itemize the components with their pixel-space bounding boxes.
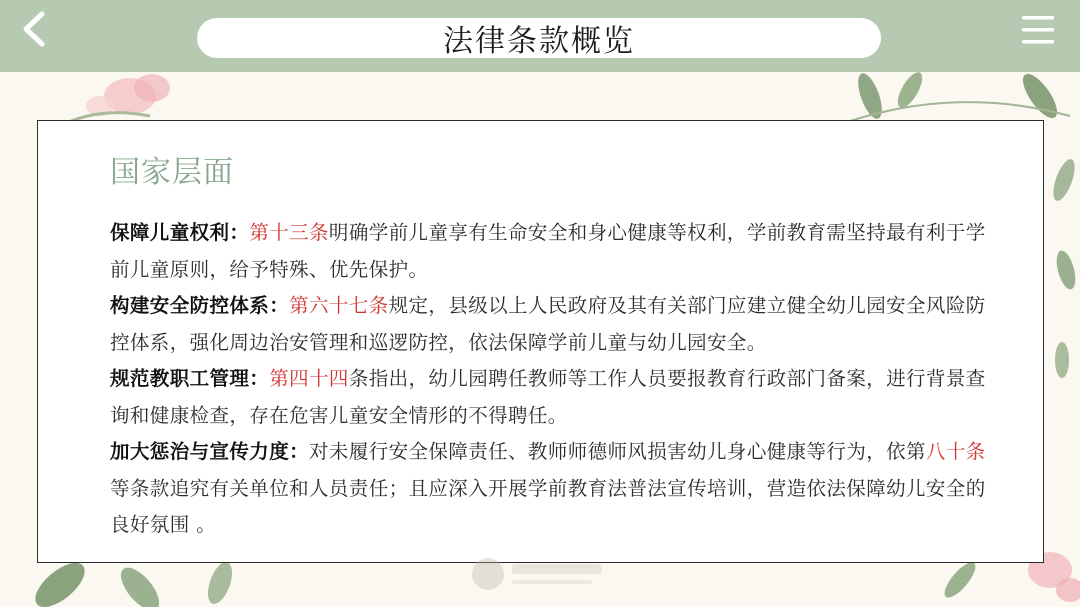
paragraph-body: 明确学前儿童享有生命安全和身心健康等权利，学前教育需坚持最有利于学前儿童原则，给予特殊、优先保护。 <box>110 221 986 281</box>
article-highlight: 第十三条 <box>249 221 329 244</box>
menu-button[interactable] <box>1016 10 1060 50</box>
paragraph-label: 保障儿童权利： <box>110 221 250 244</box>
section-heading: 国家层面 <box>110 155 234 190</box>
watermark-logo <box>470 556 610 592</box>
paragraph-label: 构建安全防控体系： <box>110 294 290 317</box>
paragraph-body: 等条款追究有关单位和人员责任；且应深入开展学前教育法普法宣传培训，营造依法保障幼儿安全的良好氛围 。 <box>110 476 986 536</box>
leaf-decoration-right <box>1044 120 1080 420</box>
paragraph-body-before: 对未履行安全保障责任、教师师德师风损害幼儿身心健康等行为，依第 <box>309 440 926 463</box>
paragraph-enforcement <box>110 434 1000 544</box>
paragraph-safety-system <box>110 288 1000 361</box>
leaf-decoration-top-right <box>840 66 1080 126</box>
paragraph-body: 条指出，幼儿园聘任教师等工作人员要报教育行政部门备案，进行背景查询和健康检查，存在危害儿童安全情形的不得聘任。 <box>110 367 986 427</box>
paragraph-child-rights <box>110 215 1000 288</box>
top-bar <box>0 0 1080 72</box>
back-button[interactable] <box>12 8 56 52</box>
article-highlight: 第四十四 <box>269 367 349 390</box>
page-title: 法律条款概览 <box>443 24 635 59</box>
article-highlight: 八十条 <box>925 440 986 463</box>
article-highlight: 第六十七条 <box>289 294 389 317</box>
floral-decoration-bottom-left <box>0 563 260 607</box>
paragraph-staff-management <box>110 361 1000 434</box>
content-card <box>37 120 1044 563</box>
title-pill <box>197 18 881 58</box>
law-text <box>110 215 1000 544</box>
paragraph-label: 规范教职工管理： <box>110 367 270 390</box>
paragraph-body: 规定，县级以上人民政府及其有关部门应建立健全幼儿园安全风险防控体系，强化周边治安管理和巡逻防控，依法保障学前儿童与幼儿园安全。 <box>110 294 986 354</box>
paragraph-label: 加大惩治与宣传力度： <box>110 440 310 463</box>
hamburger-menu-icon <box>1016 10 1060 50</box>
chevron-left-icon <box>12 8 56 52</box>
